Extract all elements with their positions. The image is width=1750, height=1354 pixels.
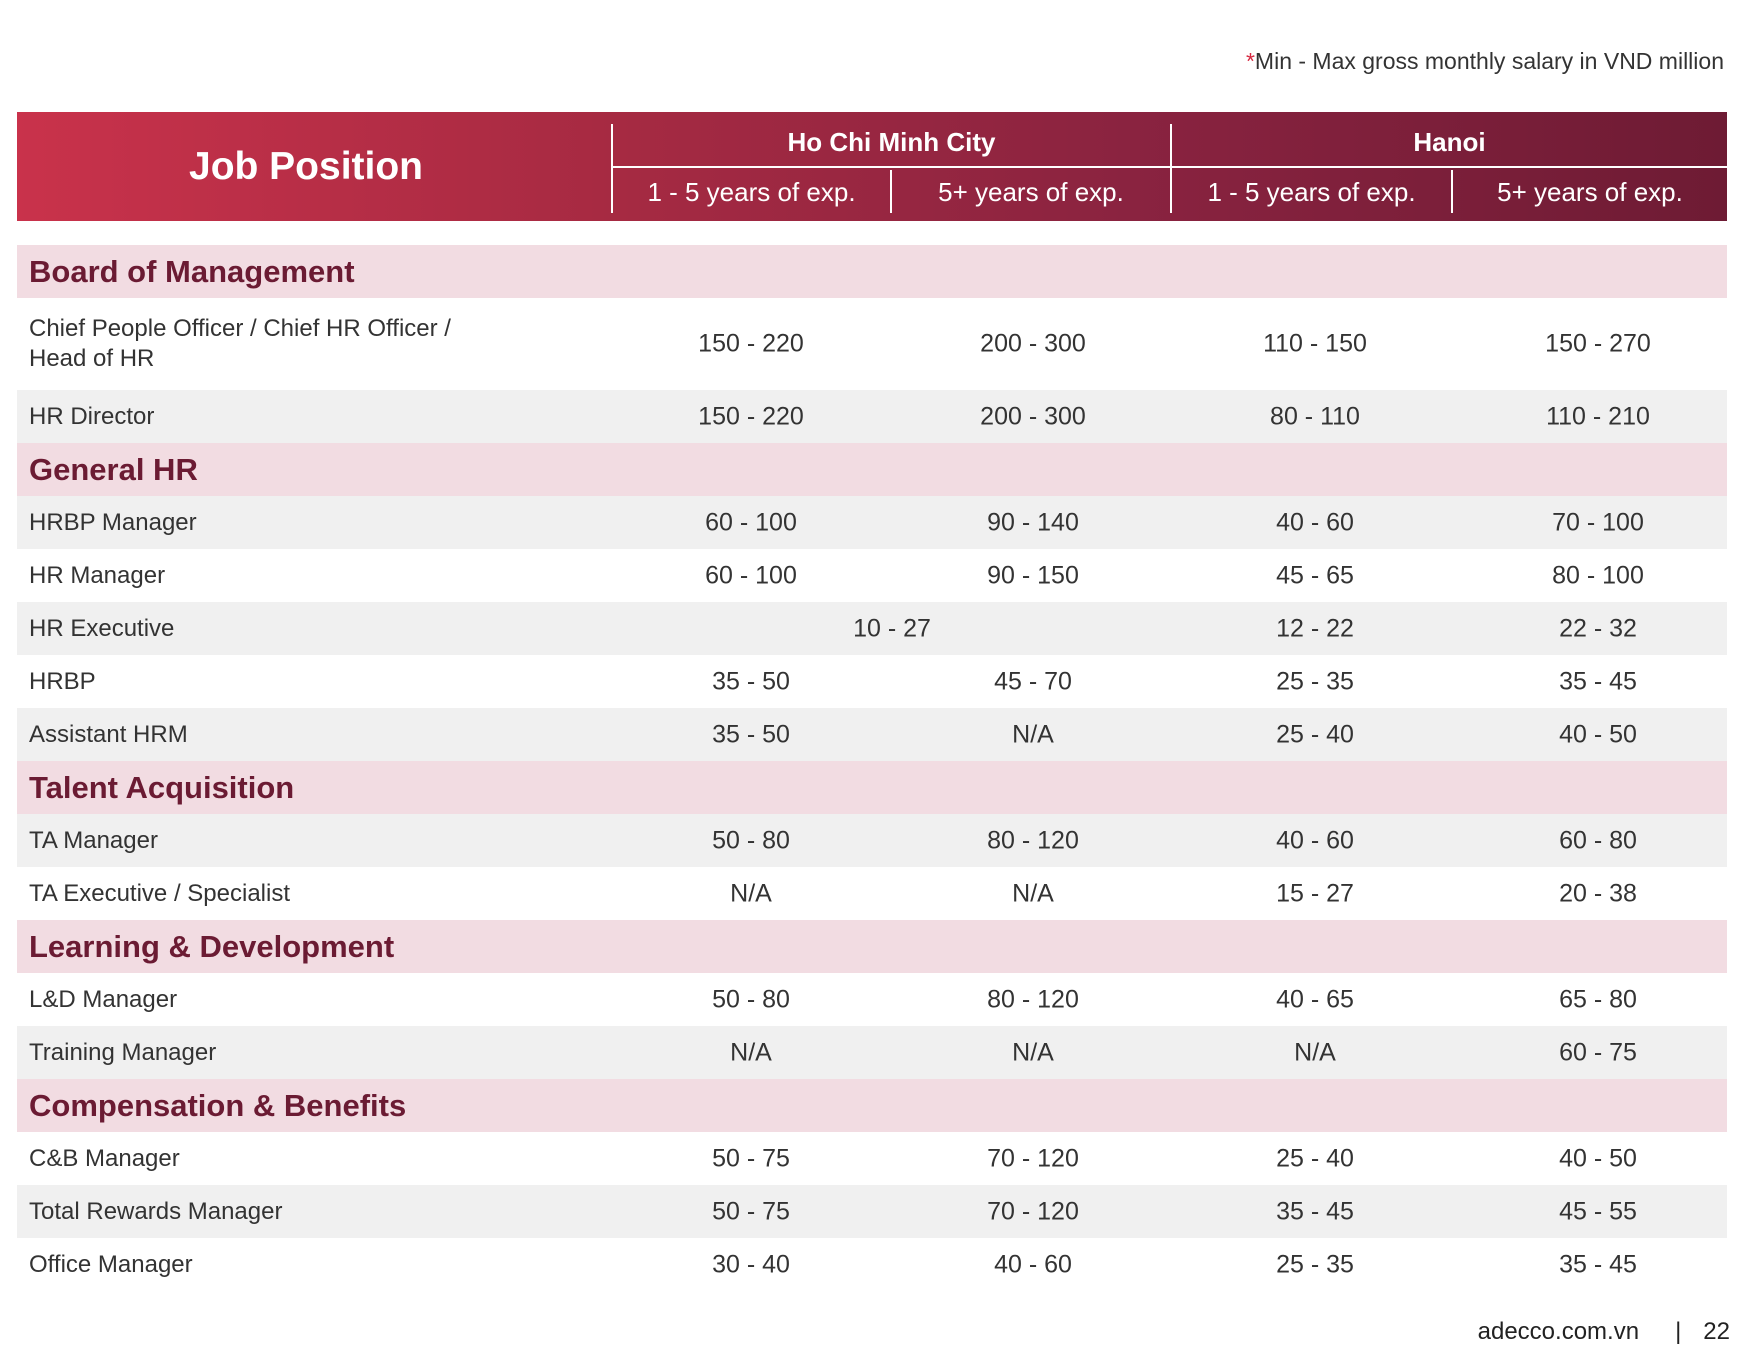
salary-hanoi-long: 40 - 50 [1559,720,1637,748]
salary-hanoi-short: 12 - 22 [1276,614,1354,642]
salary-hcmc-short: 50 - 75 [712,1144,790,1172]
section-learning-development [17,920,1727,973]
salary-hcmc-long: 200 - 300 [980,402,1086,430]
section-title: Compensation & Benefits [29,1087,407,1123]
table-row [17,549,1727,602]
salary-hanoi-long: 80 - 100 [1552,561,1644,589]
salary-hanoi-long: 60 - 80 [1559,826,1637,854]
salary-hcmc-long: 40 - 60 [994,1250,1072,1278]
job-title: Office Manager [29,1250,193,1278]
footer-site: adecco.com.vn [1477,1318,1640,1345]
job-title: HR Director [29,402,155,430]
table-row [17,1238,1727,1291]
city-header-hanoi: Hanoi [1413,126,1486,157]
salary-hcmc-long: 90 - 150 [987,561,1079,589]
job-title: TA Manager [29,826,158,854]
section-title: General HR [29,451,198,487]
section-compensation-benefits [17,1079,1727,1132]
salary-hanoi-long: 70 - 100 [1552,508,1644,536]
job-title: C&B Manager [29,1144,180,1172]
salary-hanoi-long: 22 - 32 [1559,614,1637,642]
salary-hanoi-short: 40 - 60 [1276,508,1354,536]
section-general-hr [17,443,1727,496]
table-row [17,1026,1727,1079]
table-row [17,1185,1727,1238]
salary-table-body [17,245,1727,1291]
salary-hcmc-short: 50 - 75 [712,1197,790,1225]
salary-hcmc-short: 150 - 220 [698,402,804,430]
table-row [17,814,1727,867]
table-row [17,1132,1727,1185]
salary-hanoi-short: 40 - 65 [1276,985,1354,1013]
salary-hanoi-short: 25 - 35 [1276,667,1354,695]
job-title: HRBP [29,667,96,695]
job-title: Assistant HRM [29,720,188,748]
page-footer [1478,1318,1730,1346]
salary-hcmc-long: N/A [1012,879,1054,907]
salary-hcmc-long: 90 - 140 [987,508,1079,536]
salary-hanoi-short: 25 - 40 [1276,720,1354,748]
salary-hanoi-long: 35 - 45 [1559,667,1637,695]
note-asterisk: * [1245,48,1255,74]
table-row [17,298,1727,390]
salary-hanoi-long: 60 - 75 [1559,1038,1637,1066]
section-board-of-management [17,245,1727,298]
salary-note [1246,48,1724,75]
job-title: Training Manager [29,1038,217,1066]
salary-hcmc-short: N/A [730,879,772,907]
salary-hcmc-short: 50 - 80 [712,985,790,1013]
salary-hcmc-long: N/A [1012,1038,1054,1066]
salary-hcmc-combined: 10 - 27 [853,614,931,642]
salary-hcmc-short: 60 - 100 [705,508,797,536]
exp-header-hanoi-short: 1 - 5 years of exp. [1207,176,1416,207]
salary-hanoi-short: 25 - 40 [1276,1144,1354,1172]
salary-hanoi-short: 80 - 110 [1270,402,1360,430]
job-title: Chief People Officer / Chief HR Officer / Head of HR [29,315,451,372]
job-title: HRBP Manager [29,508,197,536]
section-talent-acquisition [17,761,1727,814]
table-row [17,708,1727,761]
note-text: Min - Max gross monthly salary in VND million [1254,48,1724,74]
salary-hanoi-long: 65 - 80 [1559,985,1637,1013]
exp-header-hcmc-long: 5+ years of exp. [938,176,1124,207]
job-title: HR Executive [29,614,175,642]
exp-header-hcmc-short: 1 - 5 years of exp. [647,176,856,207]
salary-hanoi-long: 45 - 55 [1559,1197,1637,1225]
table-row [17,496,1727,549]
salary-hcmc-short: 35 - 50 [712,667,790,695]
job-title: L&D Manager [29,985,178,1013]
salary-hanoi-long: 40 - 50 [1559,1144,1637,1172]
city-header-hcmc: Ho Chi Minh City [787,126,996,157]
salary-hanoi-short: 40 - 60 [1276,826,1354,854]
salary-hcmc-short: 150 - 220 [698,329,804,358]
salary-hanoi-long: 35 - 45 [1559,1250,1637,1278]
salary-hcmc-short: 60 - 100 [705,561,797,589]
section-title: Board of Management [29,253,355,289]
salary-hanoi-short: 35 - 45 [1276,1197,1354,1225]
section-title: Talent Acquisition [29,769,295,805]
salary-hcmc-short: 35 - 50 [712,720,790,748]
footer-separator: | [1675,1318,1682,1345]
table-row [17,655,1727,708]
section-title: Learning & Development [29,928,395,964]
salary-hcmc-short: 50 - 80 [712,826,790,854]
job-title: HR Manager [29,561,166,589]
job-title: Total Rewards Manager [29,1197,283,1225]
salary-hcmc-long: 80 - 120 [987,826,1079,854]
job-title: TA Executive / Specialist [29,879,290,907]
salary-hanoi-short: 110 - 150 [1263,329,1367,358]
salary-hanoi-short: N/A [1294,1038,1336,1066]
salary-hcmc-long: 200 - 300 [980,329,1086,358]
salary-hcmc-short: 30 - 40 [712,1250,790,1278]
salary-hanoi-long: 20 - 38 [1559,879,1637,907]
salary-hcmc-long: 80 - 120 [987,985,1079,1013]
job-position-header: Job Position [189,144,423,188]
salary-hanoi-short: 25 - 35 [1276,1250,1354,1278]
exp-header-hanoi-long: 5+ years of exp. [1497,176,1683,207]
salary-hanoi-long: 110 - 210 [1546,402,1650,430]
salary-hanoi-long: 150 - 270 [1545,329,1651,358]
table-row [17,867,1727,920]
table-row [17,973,1727,1026]
salary-hcmc-short: N/A [730,1038,772,1066]
salary-hanoi-short: 15 - 27 [1276,879,1354,907]
table-header [17,112,1727,221]
page-number: 22 [1703,1318,1730,1345]
table-row [17,390,1727,443]
salary-hcmc-long: 45 - 70 [994,667,1072,695]
salary-hcmc-long: 70 - 120 [987,1197,1079,1225]
salary-hanoi-short: 45 - 65 [1276,561,1354,589]
salary-hcmc-long: N/A [1012,720,1054,748]
table-row [17,602,1727,655]
salary-hcmc-long: 70 - 120 [987,1144,1079,1172]
